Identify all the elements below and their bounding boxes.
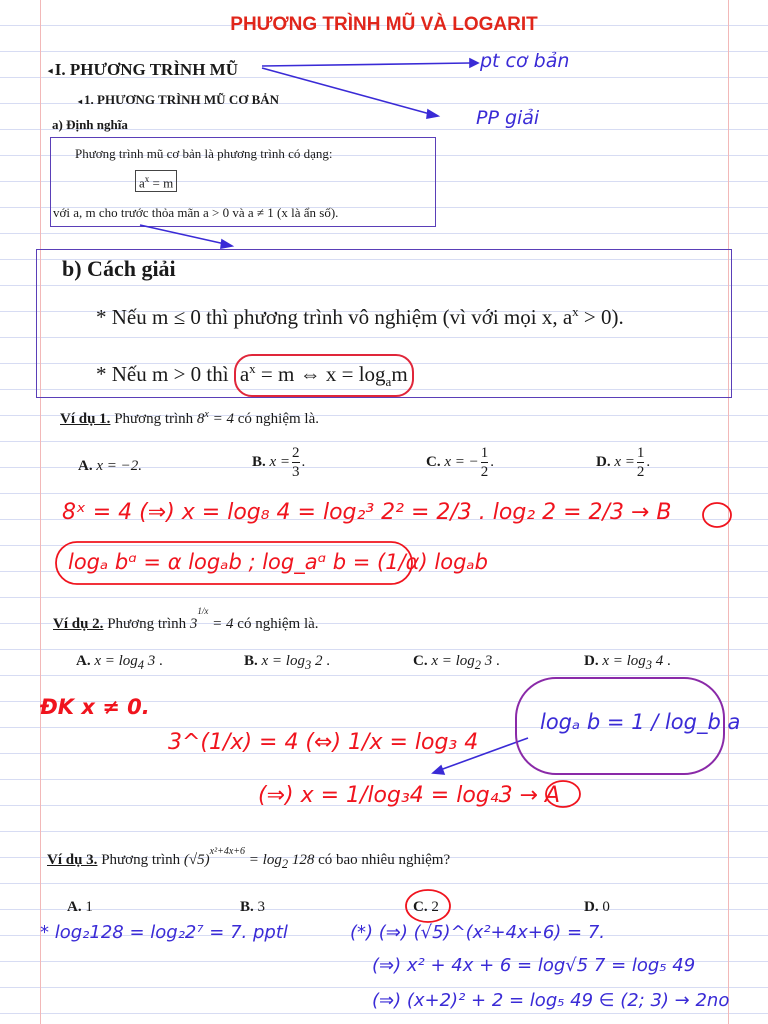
arrow-line (262, 63, 470, 66)
ex3-solution-line-4: (⇒) (x+2)² + 2 = log₅ 49 ∈ (2; 3) → 2no (372, 990, 730, 1011)
option-key: D. (584, 653, 599, 669)
option-key: D. (584, 899, 599, 915)
arrow-line (262, 68, 430, 114)
example-2-question: Ví dụ 2. Phương trình $3^{1/x} = 4$ có nghiệm là. (53, 606, 319, 632)
method-case-1-text-a: * Nếu m ≤ 0 thì phương trình vô nghiệm (vì với mọi x, a (96, 305, 573, 329)
ex2-solution-line-2: (⇒) x = 1/log₃4 = log₄3 → A (258, 783, 561, 808)
bullet-icon: ◂ (78, 97, 85, 106)
example-2-option-b: B. $x = \log_3 2$ . (244, 653, 330, 672)
ex2-formula: logₐ b = 1 / log_b a (540, 710, 741, 734)
method-case-2-prefix: * Nếu m > 0 thì (96, 362, 234, 386)
option-key: A. (78, 458, 93, 474)
option-value: 3 (257, 899, 266, 915)
example-1-option-d: D. x = $\frac{1}{2}$ . (596, 445, 651, 480)
ex1-formula: logₐ bᵅ = α logₐb ; log_aᵅ b = (1/α) logₐb (68, 550, 488, 574)
definition-line-1: Phương trình mũ cơ bản là phương trình có dạng: (75, 146, 333, 161)
example-2-text-before: Phương trình (103, 616, 190, 632)
example-1-option-b: B. x = $\frac{2}{3}$ . (252, 445, 306, 480)
note-basic-equation: pt cơ bản (480, 50, 570, 72)
example-3-label: Ví dụ 3. (47, 852, 98, 868)
arrow-head (221, 240, 232, 248)
example-3-text-before: Phương trình (97, 852, 184, 868)
arrow-head (433, 766, 444, 774)
example-1-text-before: Phương trình (110, 411, 197, 427)
ex1-solution-line: 8ˣ = 4 (⇒) x = log₈ 4 = log₂³ 2² = 2/3 . log₂ 2 = 2/3 → B (62, 500, 672, 525)
method-case-1-text-b: > 0). (578, 305, 624, 329)
blue-arrows (140, 59, 528, 774)
option-value: 1 (85, 899, 93, 915)
ex2-condition: ĐK x ≠ 0. (40, 695, 150, 719)
note-solving-method: PP giải (476, 107, 540, 129)
option-key: C. (426, 453, 441, 470)
ex3-solution-line-1: * log₂128 = log₂2⁷ = 7. pptl (40, 922, 288, 943)
option-key: D. (596, 453, 611, 470)
method-case-2-formula: $a^x = m$ ⇔ $x = \log_am$ (234, 354, 414, 397)
subheading-definition: a) Định nghĩa (52, 117, 128, 132)
ex2-solution-line-1: 3^(1/x) = 4 (⇔) 1/x = log₃ 4 (168, 730, 479, 755)
option-key: B. (252, 453, 266, 470)
circle-answer-c (406, 890, 450, 922)
option-key: C. (413, 899, 428, 915)
arrow-line (140, 225, 225, 244)
subheading-method: b) Cách giải (62, 256, 176, 281)
ex3-solution-line-3: (⇒) x² + 4x + 6 = log√5 7 = log₅ 49 (372, 955, 696, 976)
example-2-option-c: C. $x = \log_2 3$ . (413, 653, 500, 672)
option-key: A. (67, 899, 82, 915)
example-2-option-d: D. $x = \log_3 4$ . (584, 653, 671, 672)
definition-equation: $a^x = m$ (135, 170, 177, 192)
option-key: A. (76, 653, 91, 669)
example-2-option-a: A. $x = \log_4 3$ . (76, 653, 163, 672)
section-heading-1-text: I. PHƯƠNG TRÌNH MŨ (54, 60, 239, 79)
option-key: B. (244, 653, 258, 669)
example-2-label: Ví dụ 2. (53, 616, 104, 632)
ex3-solution-line-2: (*) (⇒) (√5)^(x²+4x+6) = 7. (350, 922, 605, 943)
page-title: PHƯƠNG TRÌNH MŨ VÀ LOGARIT (230, 14, 538, 35)
section-heading-1-1-text: 1. PHƯƠNG TRÌNH MŨ CƠ BẢN (84, 92, 280, 107)
option-key: C. (413, 653, 428, 669)
arrow-head (427, 110, 438, 118)
arrow-head (470, 59, 478, 67)
definition-line-3: với a, m cho trước thỏa mãn a > 0 và a ≠ 1 (x là ẩn số). (53, 205, 339, 220)
option-value: 0 (602, 899, 610, 915)
example-1-text-after: có nghiệm là. (234, 411, 319, 427)
option-value: x = −2. (96, 458, 142, 474)
example-3-text-after: có bao nhiêu nghiệm? (314, 852, 451, 868)
method-case-1: * Nếu m ≤ 0 thì phương trình vô nghiệm (vì với mọi x, $a^x > 0$). (96, 304, 624, 329)
bullet-icon: ◂ (48, 65, 55, 76)
example-1-label: Ví dụ 1. (60, 411, 111, 427)
example-2-text-after: có nghiệm là. (233, 616, 319, 632)
circle-answer-b (703, 503, 731, 527)
option-value: 2 (431, 899, 439, 915)
example-3-question: Ví dụ 3. Phương trình $(√5)^{x^2+4x+6} = \log_2 128$ có bao nhiêu nghiệm? (47, 846, 451, 871)
example-1-question: Ví dụ 1. Phương trình $8^x = 4$ có nghiệm là. (60, 409, 319, 427)
option-key: B. (240, 899, 254, 915)
example-1-option-c: C. x = − $\frac{1}{2}$ . (426, 445, 494, 480)
